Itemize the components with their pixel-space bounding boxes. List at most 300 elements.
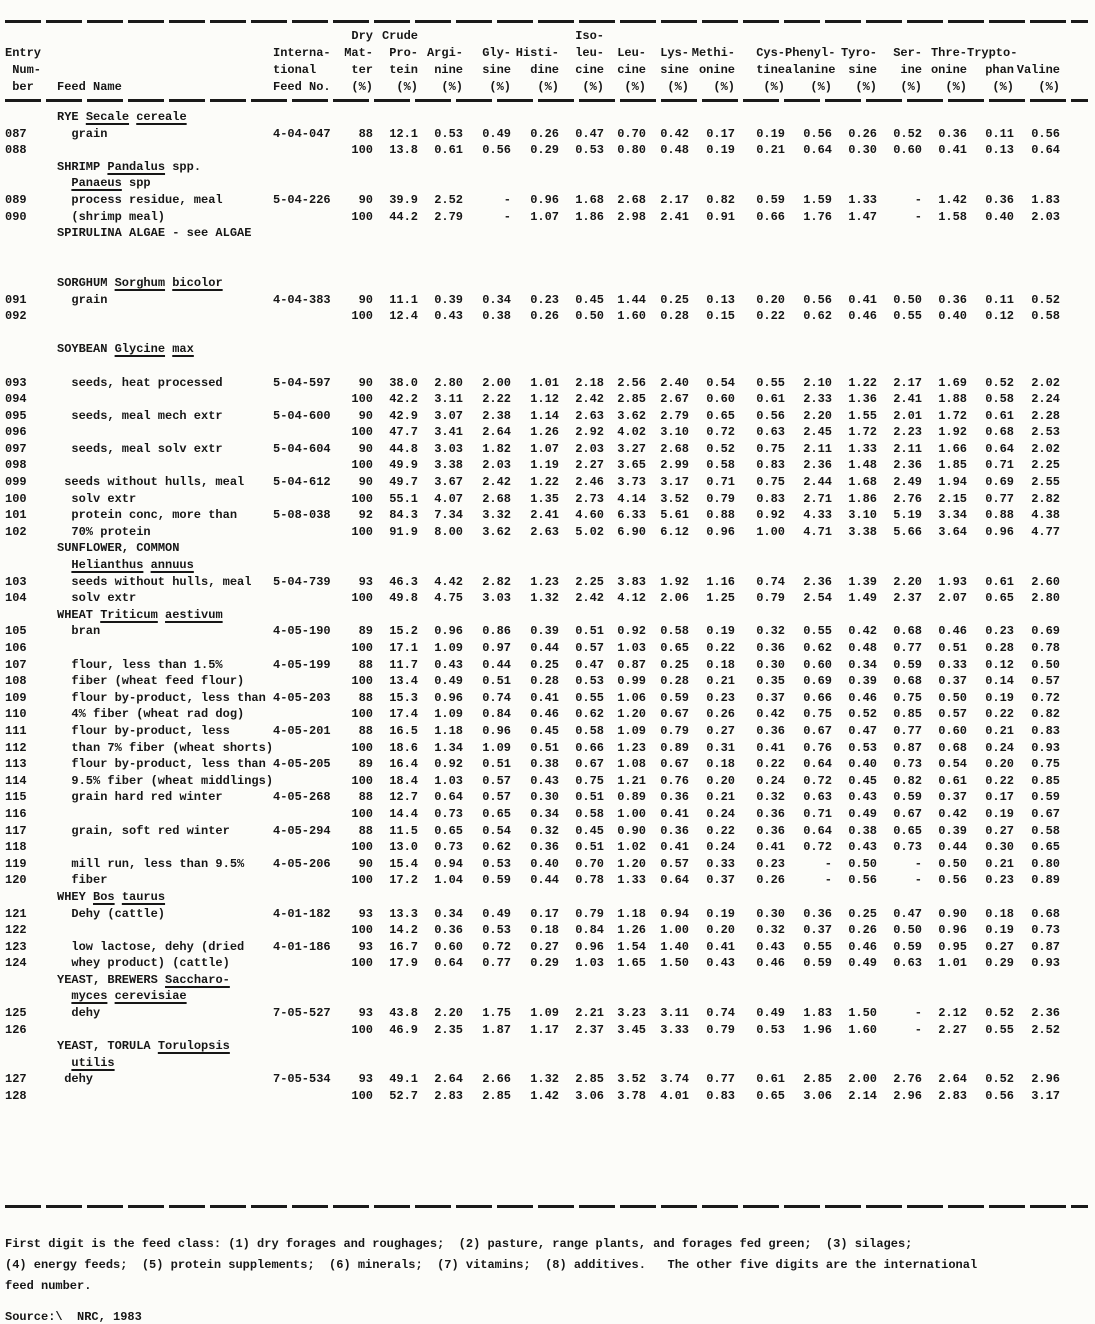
value-cell-tyr: 0.42: [848, 624, 877, 639]
value-cell-tyr: 0.47: [848, 723, 877, 738]
table-row: [5, 806, 1060, 823]
value-cell-cp: 39.9: [389, 192, 418, 207]
value-cell-tyr: 0.43: [848, 790, 877, 805]
value-cell-ser: -: [914, 1022, 922, 1037]
entry-cell: 117: [5, 823, 27, 838]
value-cell-dm: 100: [351, 806, 373, 821]
value-cell-lys: 2.68: [660, 441, 689, 456]
value-cell-trp: 0.11: [985, 292, 1014, 307]
header-line: Phenyl-: [785, 46, 836, 60]
value-cell-gly: 0.51: [482, 674, 511, 689]
value-cell-iso: 1.03: [575, 956, 604, 971]
feed-no-cell: 4-05-203: [273, 690, 331, 705]
value-cell-ser: 2.49: [893, 475, 922, 490]
entry-cell: [5, 988, 57, 1005]
value-cell-leu: 1.09: [617, 723, 646, 738]
value-cell-leu: 1.18: [617, 906, 646, 921]
value-cell-phe: 2.71: [803, 491, 832, 506]
table-row: [5, 1088, 1060, 1105]
value-cell-phe: 0.69: [803, 674, 832, 689]
value-cell-val: 0.85: [1031, 773, 1060, 788]
value-cell-arg: 1.09: [434, 641, 463, 655]
feed-no-cell: 4-01-186: [273, 939, 331, 954]
value-cell-trp: 0.61: [985, 574, 1014, 589]
value-cell-leu: 1.26: [617, 923, 646, 938]
value-cell-thr: 0.50: [938, 690, 967, 705]
scientific-name: Sorghum: [114, 275, 166, 290]
value-cell-cys: 0.35: [756, 674, 785, 689]
header-line: dine: [530, 63, 559, 77]
value-cell-cp: 46.9: [389, 1022, 418, 1037]
header-line: alanine: [785, 63, 836, 77]
header-line: sine: [482, 63, 511, 77]
header-line: Num-: [5, 63, 42, 77]
header-rule: [5, 99, 1088, 102]
feed-no-cell: [273, 391, 339, 408]
value-cell-leu: 2.68: [617, 192, 646, 207]
value-cell-val: 0.67: [1031, 806, 1060, 821]
feed-table: [5, 109, 1060, 1105]
value-cell-val: 0.78: [1031, 641, 1060, 655]
value-cell-phe: 0.71: [803, 806, 832, 821]
value-cell-gly: -: [503, 192, 511, 207]
value-cell-phe: 0.37: [803, 923, 832, 938]
feed-name-cell: flour by-product, less than: [71, 690, 266, 705]
value-cell-gly: 2.00: [482, 375, 511, 390]
value-cell-cp: 15.3: [389, 690, 418, 705]
value-cell-gly: 0.65: [482, 806, 511, 821]
header-leu: [604, 28, 646, 96]
value-cell-his: 0.27: [530, 939, 559, 954]
value-cell-trp: 0.23: [985, 873, 1014, 888]
header-line: Methi-: [691, 46, 735, 60]
feed-name-cell: flour by-product, less: [71, 723, 230, 738]
value-cell-thr: 0.95: [938, 939, 967, 954]
value-cell-dm: 100: [351, 425, 373, 440]
value-cell-thr: 1.58: [938, 209, 967, 224]
value-cell-phe: 0.75: [803, 707, 832, 722]
value-cell-leu: 2.98: [617, 209, 646, 224]
blank-row: [5, 358, 1060, 375]
value-cell-leu: 1.65: [617, 956, 646, 971]
value-cell-iso: 0.75: [575, 773, 604, 788]
feed-name-cell: grain, soft red winter: [71, 823, 230, 838]
value-cell-met: 0.71: [706, 475, 735, 490]
footnote-line: First digit is the feed class: (1) dry forages and roughages; (2) pasture, range plants, and forages fed green; (3) silages;: [5, 1236, 913, 1251]
value-cell-tyr: 1.86: [848, 491, 877, 506]
value-cell-dm: 100: [351, 740, 373, 755]
group-name-cell: SPIRULINA ALGAE - see ALGAE: [57, 226, 252, 241]
value-cell-met: 0.52: [706, 441, 735, 456]
value-cell-gly: 0.84: [482, 707, 511, 722]
value-cell-tyr: 1.72: [848, 425, 877, 440]
entry-cell: 103: [5, 574, 27, 589]
value-cell-met: 0.19: [706, 624, 735, 639]
header-line: [689, 28, 735, 45]
entry-cell: 116: [5, 806, 27, 821]
value-cell-his: 0.36: [530, 840, 559, 855]
value-cell-tyr: 0.30: [848, 143, 877, 158]
group-name-cell: [57, 1055, 1060, 1072]
feed-name-cell: seeds without hulls, meal: [71, 574, 252, 589]
header-val: [1014, 28, 1060, 96]
value-cell-thr: 2.12: [938, 1006, 967, 1021]
value-cell-cp: 17.2: [389, 873, 418, 888]
value-cell-cp: 49.9: [389, 458, 418, 473]
value-cell-iso: 0.66: [575, 740, 604, 755]
value-cell-his: 1.17: [530, 1022, 559, 1037]
value-cell-trp: 0.77: [985, 491, 1014, 506]
value-cell-cp: 49.8: [389, 591, 418, 606]
value-cell-gly: 3.03: [482, 591, 511, 606]
value-cell-his: 1.12: [530, 392, 559, 407]
value-cell-his: 1.01: [530, 375, 559, 390]
value-cell-iso: 2.85: [575, 1072, 604, 1087]
value-cell-arg: 0.43: [434, 309, 463, 324]
header-arg: [418, 28, 463, 96]
value-cell-phe: 0.62: [803, 641, 832, 655]
document-page: [0, 20, 1093, 1324]
feed-no-cell: [273, 773, 339, 790]
value-cell-cp: 52.7: [389, 1089, 418, 1104]
header-line: onine: [930, 63, 967, 77]
entry-cell: [5, 972, 57, 989]
value-cell-val: 0.50: [1031, 657, 1060, 672]
value-cell-leu: 3.65: [617, 458, 646, 473]
value-cell-thr: 2.83: [938, 1089, 967, 1104]
value-cell-trp: 0.20: [985, 757, 1014, 772]
entry-cell: [5, 109, 57, 126]
entry-cell: [5, 175, 57, 192]
value-cell-gly: 0.49: [482, 126, 511, 141]
feed-name-cell: flour, less than 1.5%: [71, 657, 223, 672]
value-cell-gly: 0.53: [482, 923, 511, 938]
header-line: onine: [698, 63, 735, 77]
value-cell-lys: 0.59: [660, 690, 689, 705]
value-cell-trp: 0.55: [985, 1022, 1014, 1037]
value-cell-dm: 90: [358, 856, 373, 871]
header-line: [1014, 28, 1060, 45]
value-cell-cp: 15.4: [389, 856, 418, 871]
value-cell-ser: 0.75: [893, 690, 922, 705]
feed-name-cell: bran: [71, 624, 101, 639]
header-line: (%): [900, 80, 922, 94]
value-cell-ser: 0.67: [893, 806, 922, 821]
value-cell-iso: 2.18: [575, 375, 604, 390]
value-cell-his: 1.07: [530, 441, 559, 456]
value-cell-lys: 3.10: [660, 425, 689, 440]
feed-name-cell: seeds, meal mech extr: [71, 408, 223, 423]
value-cell-his: 0.30: [530, 790, 559, 805]
value-cell-cp: 46.3: [389, 574, 418, 589]
value-cell-lys: 2.79: [660, 408, 689, 423]
entry-cell: 107: [5, 657, 27, 672]
value-cell-arg: 0.49: [434, 674, 463, 689]
value-cell-iso: 5.02: [575, 524, 604, 539]
value-cell-tyr: 0.25: [848, 906, 877, 921]
value-cell-phe: 0.55: [803, 939, 832, 954]
value-cell-phe: 0.64: [803, 757, 832, 772]
value-cell-met: 0.18: [706, 757, 735, 772]
value-cell-trp: 0.64: [985, 441, 1014, 456]
value-cell-arg: 1.03: [434, 773, 463, 788]
value-cell-cp: 12.7: [389, 790, 418, 805]
value-cell-leu: 1.00: [617, 806, 646, 821]
entry-cell: 124: [5, 956, 27, 971]
header-line: [604, 28, 646, 45]
value-cell-phe: 1.96: [803, 1022, 832, 1037]
value-cell-met: 0.37: [706, 873, 735, 888]
value-cell-arg: 2.52: [434, 192, 463, 207]
value-cell-trp: 0.21: [985, 856, 1014, 871]
value-cell-thr: 0.36: [938, 126, 967, 141]
value-cell-cys: 0.56: [756, 408, 785, 423]
value-cell-ser: 2.11: [893, 441, 922, 456]
value-cell-arg: 1.18: [434, 723, 463, 738]
value-cell-thr: 0.37: [938, 790, 967, 805]
feed-name-cell: [57, 308, 273, 325]
value-cell-leu: 3.45: [617, 1022, 646, 1037]
value-cell-tyr: 0.46: [848, 939, 877, 954]
header-line: (%): [855, 80, 877, 94]
value-cell-dm: 100: [351, 458, 373, 473]
value-cell-cys: 0.63: [756, 425, 785, 440]
feed-no-cell: 4-05-205: [273, 757, 331, 772]
entry-cell: 125: [5, 1006, 27, 1021]
feed-no-cell: [273, 142, 339, 159]
group-row: [5, 607, 1060, 624]
value-cell-leu: 0.87: [617, 657, 646, 672]
value-cell-tyr: 0.48: [848, 641, 877, 655]
value-cell-ser: 0.85: [893, 707, 922, 722]
footnote-line: feed number.: [5, 1278, 92, 1293]
footnote-line: (4) energy feeds; (5) protein supplements; (6) minerals; (7) vitamins; (8) additives. The other five digits are the international: [5, 1257, 978, 1272]
value-cell-thr: 1.92: [938, 425, 967, 440]
value-cell-met: 0.19: [706, 906, 735, 921]
entry-cell: 096: [5, 425, 27, 440]
value-cell-val: 0.89: [1031, 873, 1060, 888]
value-cell-tyr: 1.48: [848, 458, 877, 473]
value-cell-iso: 2.92: [575, 425, 604, 440]
value-cell-ser: -: [914, 192, 922, 207]
value-cell-gly: 2.82: [482, 574, 511, 589]
feed-name-cell: [57, 640, 273, 657]
header-line: tional: [273, 63, 317, 77]
entry-cell: 104: [5, 591, 27, 606]
value-cell-gly: 0.57: [482, 790, 511, 805]
value-cell-dm: 88: [358, 790, 373, 805]
value-cell-cp: 17.4: [389, 707, 418, 722]
header-iso: [559, 28, 604, 96]
value-cell-his: 1.35: [530, 491, 559, 506]
value-cell-phe: 2.10: [803, 375, 832, 390]
value-cell-cp: 84.3: [389, 508, 418, 523]
value-cell-met: 0.22: [706, 823, 735, 838]
value-cell-tyr: 0.53: [848, 740, 877, 755]
header-line: [785, 28, 832, 45]
scientific-name: annuus: [150, 558, 194, 573]
value-cell-thr: 0.57: [938, 707, 967, 722]
value-cell-phe: 2.36: [803, 458, 832, 473]
feed-no-cell: [273, 424, 339, 441]
feed-no-cell: [273, 209, 339, 226]
value-cell-dm: 93: [358, 906, 373, 921]
value-cell-cp: 91.9: [389, 524, 418, 539]
value-cell-iso: 0.58: [575, 723, 604, 738]
header-tyr: [832, 28, 877, 96]
value-cell-arg: 2.83: [434, 1089, 463, 1104]
value-cell-tyr: 0.39: [848, 674, 877, 689]
value-cell-cys: 0.22: [756, 309, 785, 324]
feed-no-cell: [273, 491, 339, 508]
feed-name-cell: [57, 391, 273, 408]
header-gly: [463, 28, 511, 96]
value-cell-dm: 88: [358, 690, 373, 705]
value-cell-gly: 0.62: [482, 840, 511, 855]
group-name-cell: SOYBEAN Glycine max: [57, 342, 194, 357]
value-cell-met: 0.43: [706, 956, 735, 971]
value-cell-thr: 1.94: [938, 475, 967, 490]
value-cell-ser: 0.68: [893, 674, 922, 689]
value-cell-dm: 100: [351, 1022, 373, 1037]
value-cell-trp: 0.28: [985, 641, 1014, 655]
feed-no-cell: [273, 524, 339, 541]
value-cell-leu: 1.21: [617, 773, 646, 788]
value-cell-val: 0.93: [1031, 956, 1060, 971]
header-line: Mat-: [344, 46, 373, 60]
value-cell-arg: 0.94: [434, 856, 463, 871]
value-cell-met: 0.24: [706, 840, 735, 855]
header-line: Leu-: [617, 46, 646, 60]
value-cell-cys: 0.36: [756, 723, 785, 738]
value-cell-trp: 0.17: [985, 790, 1014, 805]
value-cell-cp: 16.4: [389, 757, 418, 772]
group-row: [5, 557, 1060, 574]
value-cell-arg: 1.09: [434, 707, 463, 722]
value-cell-val: 2.52: [1031, 1022, 1060, 1037]
value-cell-thr: 1.01: [938, 956, 967, 971]
value-cell-ser: 2.41: [893, 392, 922, 407]
feed-name-cell: [57, 839, 273, 856]
feed-no-cell: 5-04-597: [273, 375, 331, 390]
feed-no-cell: [273, 590, 339, 607]
value-cell-iso: 0.62: [575, 707, 604, 722]
value-cell-his: 1.22: [530, 475, 559, 490]
value-cell-leu: 6.33: [617, 508, 646, 523]
header-line: [646, 28, 689, 45]
entry-cell: 122: [5, 923, 27, 938]
value-cell-dm: 90: [358, 408, 373, 423]
value-cell-cys: 0.92: [756, 508, 785, 523]
value-cell-gly: 2.22: [482, 392, 511, 407]
entry-cell: 115: [5, 790, 27, 805]
value-cell-leu: 1.06: [617, 690, 646, 705]
scientific-name: utilis: [71, 1055, 115, 1070]
entry-cell: 112: [5, 740, 27, 755]
value-cell-ser: -: [914, 856, 922, 871]
value-cell-phe: -: [824, 856, 832, 871]
value-cell-cys: 0.32: [756, 923, 785, 938]
blank-cell: [5, 325, 1060, 342]
value-cell-lys: 0.28: [660, 674, 689, 689]
header-cys: [735, 28, 785, 96]
header-lys: [646, 28, 689, 96]
value-cell-gly: 1.75: [482, 1006, 511, 1021]
feed-name-cell: 9.5% fiber (wheat middlings): [71, 773, 274, 788]
value-cell-lys: 0.89: [660, 740, 689, 755]
value-cell-arg: 0.34: [434, 906, 463, 921]
header-line: Argi-: [426, 46, 463, 60]
value-cell-arg: 3.11: [434, 392, 463, 407]
value-cell-gly: 2.38: [482, 408, 511, 423]
value-cell-trp: 0.12: [985, 657, 1014, 672]
value-cell-his: 0.29: [530, 956, 559, 971]
feed-name-cell: (shrimp meal): [71, 209, 166, 224]
value-cell-trp: 0.96: [985, 524, 1014, 539]
value-cell-phe: 0.66: [803, 690, 832, 705]
table-row: [5, 491, 1060, 508]
value-cell-iso: 1.68: [575, 192, 604, 207]
table-row: [5, 673, 1060, 690]
value-cell-trp: 0.27: [985, 823, 1014, 838]
value-cell-ser: 0.50: [893, 923, 922, 938]
value-cell-his: 0.28: [530, 674, 559, 689]
value-cell-cp: 16.7: [389, 939, 418, 954]
value-cell-tyr: 0.46: [848, 690, 877, 705]
header-phe: [785, 28, 836, 96]
value-cell-leu: 1.54: [617, 939, 646, 954]
value-cell-thr: 0.33: [938, 657, 967, 672]
table-row: [5, 706, 1060, 723]
value-cell-met: 0.19: [706, 143, 735, 158]
value-cell-lys: 1.00: [660, 923, 689, 938]
value-cell-cys: 0.75: [756, 441, 785, 456]
value-cell-cp: 11.7: [389, 657, 418, 672]
value-cell-lys: 3.11: [660, 1006, 689, 1021]
table-row: [5, 507, 1060, 524]
header-line: [832, 28, 877, 45]
scientific-name: Pandalus: [107, 159, 166, 174]
header-line: [922, 28, 967, 45]
header-line: (%): [810, 80, 832, 94]
value-cell-trp: 0.65: [985, 591, 1014, 606]
feed-no-cell: 5-04-612: [273, 475, 331, 490]
value-cell-arg: 0.53: [434, 126, 463, 141]
value-cell-tyr: 1.55: [848, 408, 877, 423]
value-cell-trp: 0.58: [985, 392, 1014, 407]
group-name-cell: SUNFLOWER, COMMON: [57, 541, 180, 556]
table-row: [5, 424, 1060, 441]
value-cell-phe: 0.55: [803, 624, 832, 639]
feed-name-cell: dehy: [64, 1072, 93, 1087]
group-row: [5, 988, 1060, 1005]
value-cell-arg: 0.36: [434, 923, 463, 938]
header-line: cine: [575, 63, 604, 77]
value-cell-thr: 0.68: [938, 740, 967, 755]
feed-no-cell: 4-04-047: [273, 126, 331, 141]
table-row: [5, 408, 1060, 425]
feed-no-cell: [273, 872, 339, 889]
value-cell-gly: 0.57: [482, 773, 511, 788]
header-line: Valine: [1016, 63, 1060, 77]
header-line: (%): [945, 80, 967, 94]
value-cell-cys: 0.21: [756, 143, 785, 158]
header-line: Pro-: [389, 46, 418, 60]
value-cell-ser: -: [914, 873, 922, 888]
value-cell-leu: 4.12: [617, 591, 646, 606]
value-cell-gly: 0.96: [482, 723, 511, 738]
value-cell-tyr: 3.10: [848, 508, 877, 523]
